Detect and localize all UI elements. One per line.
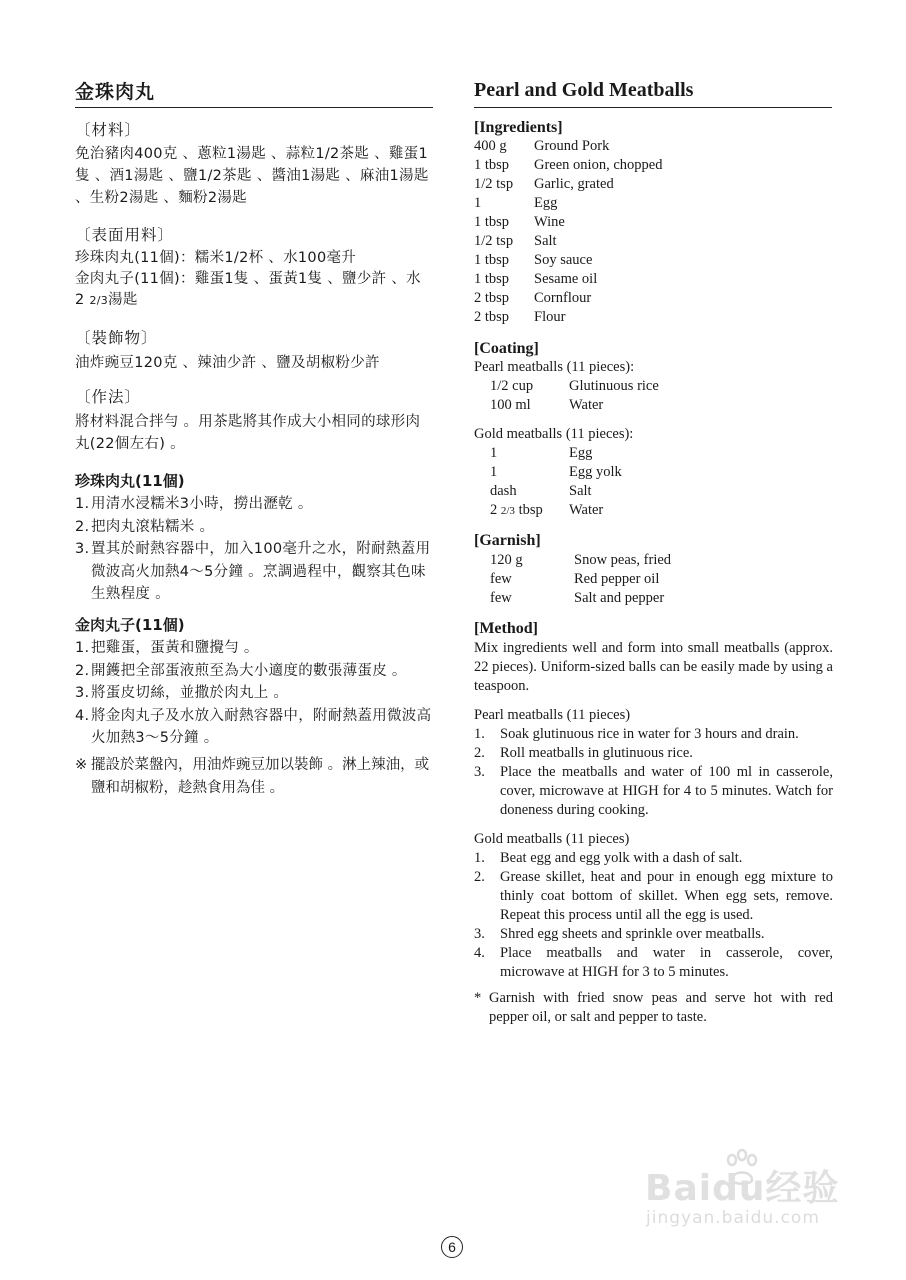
step-text: 把肉丸滾粘糯米 。 [91, 518, 215, 535]
water-qty-unit: tbsp [514, 502, 543, 518]
ingredient-name: Sesame oil [534, 271, 598, 287]
step-number: 4. [474, 945, 485, 961]
step-text: Soak glutinuous rice in water for 3 hours and drain. [500, 726, 799, 742]
coating-item: Salt [569, 483, 592, 499]
garnish-item: Snow peas, fried [574, 552, 672, 568]
water-qty-unit: 湯匙 [108, 292, 138, 308]
coating-qty [490, 501, 569, 521]
note-mark: ※ [75, 757, 88, 773]
recipe-title-en: Pearl and Gold Meatballs [474, 79, 694, 101]
step-number: 1. [474, 850, 485, 866]
step-text: 置其於耐熱容器中，加入100毫升之水，附耐熱蓋用微波高火加熱4～5分鐘 。烹調過程中，觀察其色味生熟程度 。 [91, 541, 431, 602]
coating-line-pearl-zh: 珍珠肉丸(11個)：糯米1/2杯 、水100毫升 [75, 250, 357, 266]
garnish-heading-zh: 〔裝飾物〕 [75, 329, 158, 347]
table-row [474, 194, 662, 213]
step-number: 3. [75, 685, 90, 701]
coating-heading-en: [Coating] [474, 340, 539, 357]
table-row [490, 589, 671, 608]
garnish-qty: few [490, 590, 512, 606]
garnish-heading-en: [Garnish] [474, 532, 541, 549]
garnish-qty: 120 g [490, 552, 523, 568]
water-qty-fraction: 2/3 [500, 505, 515, 517]
pearl-coating-table-en [490, 377, 659, 415]
pearl-heading-zh: 珍珠肉丸(11個) [75, 472, 185, 490]
list-item [75, 493, 435, 516]
title-divider-zh [75, 107, 433, 108]
coating-qty: dash [490, 483, 517, 499]
table-row [474, 232, 662, 251]
step-text: 用清水浸糯米3小時，撈出瀝乾 。 [91, 496, 313, 512]
table-row [490, 396, 659, 415]
table-row [490, 501, 622, 521]
list-item [474, 925, 833, 944]
pearl-coating-label-en: Pearl meatballs (11 pieces): [474, 359, 635, 375]
english-recipe-column [474, 0, 834, 1025]
ingredient-name: Garlic, grated [534, 176, 614, 192]
ingredient-qty: 1/2 tsp [474, 176, 514, 192]
ingredient-name: Flour [534, 309, 566, 325]
method-text-zh: 將材料混合拌勻 。用茶匙將其作成大小相同的球形肉丸(22個左右) 。 [75, 414, 421, 452]
coating-qty: 100 ml [490, 397, 531, 413]
table-row [490, 377, 659, 396]
coating-qty: 1/2 cup [490, 378, 534, 394]
step-number: 4. [75, 707, 90, 724]
pearl-method-label-en: Pearl meatballs (11 pieces) [474, 707, 631, 723]
table-row [474, 289, 662, 308]
list-item [474, 849, 833, 868]
ingredient-qty: 1 tbsp [474, 271, 510, 287]
ingredients-heading-zh: 〔材料〕 [75, 121, 142, 139]
step-number: 2. [75, 662, 90, 679]
coating-item: Egg [569, 445, 593, 461]
table-row [474, 270, 662, 289]
note-text: 擺設於菜盤內，用油炸豌豆加以裝飾 。淋上辣油，或鹽和胡椒粉，趁熱食用為佳 。 [91, 757, 430, 796]
ingredient-qty: 1 tbsp [474, 157, 510, 173]
gold-method-label-en: Gold meatballs (11 pieces) [474, 831, 630, 847]
list-item [474, 763, 833, 820]
ingredients-heading-en: [Ingredients] [474, 119, 563, 136]
garnish-text-zh: 油炸豌豆120克 、辣油少許 、鹽及胡椒粉少許 [75, 355, 380, 371]
step-text: 將蛋皮切絲，並撒於肉丸上 。 [91, 685, 289, 701]
serving-note-zh [75, 754, 435, 799]
baidu-watermark [640, 1148, 860, 1248]
list-item [474, 868, 833, 925]
ingredient-name: Cornflour [534, 290, 592, 306]
step-number: 3. [474, 926, 485, 942]
ingredient-qty: 1/2 tsp [474, 233, 514, 249]
garnish-table-en [490, 551, 671, 608]
gold-coating-label-en: Gold meatballs (11 pieces): [474, 426, 634, 442]
step-text: Place meatballs and water in casserole, cover, microwave at HIGH for 3 to 5 minutes. [500, 945, 833, 980]
gold-coating-table-en [490, 444, 622, 521]
step-number: 2. [474, 869, 485, 885]
table-row [490, 551, 671, 570]
coating-item: Water [569, 502, 604, 518]
pearl-steps-zh [75, 493, 435, 606]
watermark-logo: Baidu经验 [645, 1168, 840, 1209]
step-text: 開鑊把全部蛋液煎至為大小適度的數張薄蛋皮 。 [91, 662, 407, 679]
page-number: 6 [441, 1236, 463, 1258]
chinese-recipe-column [75, 0, 435, 796]
method-heading-zh: 〔作法〕 [75, 388, 142, 406]
list-item [75, 705, 435, 750]
garnish-item: Red pepper oil [574, 571, 660, 587]
table-row [490, 570, 671, 589]
title-divider-en [474, 107, 832, 108]
table-row [474, 137, 662, 156]
table-row [490, 444, 622, 463]
ingredient-qty: 2 tbsp [474, 290, 510, 306]
coating-item: Water [569, 397, 604, 413]
step-text: Shred egg sheets and sprinkle over meatballs. [500, 926, 765, 942]
table-row [474, 156, 662, 175]
step-text: 將金肉丸子及水放入耐熱容器中，附耐熱蓋用微波高火加熱3～5分鐘 。 [91, 707, 432, 746]
step-text: Grease skillet, heat and pour in enough egg mixture to thinly coat bottom of skillet. When egg sets, remove. Repeat this process until all the egg is used. [500, 869, 833, 923]
pearl-steps-en [474, 725, 833, 820]
garnish-item: Salt and pepper [574, 590, 665, 606]
step-text: 把雞蛋，蛋黃和鹽攪勻 。 [91, 640, 259, 656]
table-row [474, 175, 662, 194]
watermark-url: jingyan.baidu.com [646, 1208, 820, 1228]
ingredient-qty: 1 tbsp [474, 214, 510, 230]
list-item [75, 516, 435, 539]
gold-heading-zh: 金肉丸子(11個) [75, 616, 185, 634]
table-row [490, 463, 622, 482]
list-item [75, 538, 435, 606]
ingredient-qty: 1 [474, 195, 482, 211]
table-row [474, 213, 662, 232]
ingredient-name: Green onion, chopped [534, 157, 663, 173]
ingredient-qty: 400 g [474, 138, 507, 154]
step-number: 1. [474, 726, 485, 742]
serving-note-en [474, 989, 833, 1027]
coating-heading-zh: 〔表面用料〕 [75, 226, 175, 244]
note-text: Garnish with fried snow peas and serve hot with red pepper oil, or salt and pepper to taste. [489, 990, 833, 1025]
list-item [474, 725, 833, 744]
list-item [75, 682, 435, 705]
ingredient-qty: 2 tbsp [474, 309, 510, 325]
table-row [474, 308, 662, 327]
ingredient-name: Wine [534, 214, 565, 230]
method-text-en: Mix ingredients well and form into small meatballs (approx. 22 pieces). Uniform-sized balls can be easily made by using a teaspoon. [474, 640, 833, 694]
coating-qty: 1 [490, 464, 498, 480]
step-number: 3. [474, 764, 485, 780]
ingredient-name: Salt [534, 233, 557, 249]
step-number: 2. [75, 518, 90, 535]
step-number: 3. [75, 541, 90, 557]
water-qty-whole: 2 [490, 502, 501, 518]
ingredients-text-zh: 免治豬肉400克 、蔥粒1湯匙 、蒜粒1/2茶匙 、雞蛋1隻 、酒1湯匙 、鹽1/2茶匙 、醬油1湯匙 、麻油1湯匙 、生粉2湯匙 、麵粉2湯匙 [75, 146, 429, 206]
list-item [474, 944, 833, 982]
ingredients-table-en [474, 137, 662, 327]
step-number: 2. [474, 745, 485, 761]
water-qty-whole: 2 [75, 292, 90, 308]
ingredient-name: Ground Pork [534, 138, 610, 154]
table-row [474, 251, 662, 270]
list-item [75, 637, 435, 660]
list-item [474, 744, 833, 763]
coating-item: Glutinuous rice [569, 378, 659, 394]
ingredient-qty: 1 tbsp [474, 252, 510, 268]
step-text: Roll meatballs in glutinuous rice. [500, 745, 693, 761]
coating-item: Egg yolk [569, 464, 622, 480]
garnish-qty: few [490, 571, 512, 587]
step-number: 1. [75, 496, 90, 512]
recipe-title-zh: 金珠肉丸 [75, 81, 156, 103]
note-mark: * [474, 990, 482, 1006]
table-row [490, 482, 622, 501]
water-qty-fraction: 2/3 [89, 294, 109, 307]
ingredient-name: Soy sauce [534, 252, 593, 268]
coating-line-gold-zh: 金肉丸子(11個)：雞蛋1隻 、蛋黃1隻 、鹽少許 、水 [75, 271, 421, 287]
step-text: Place the meatballs and water of 100 ml in casserole, cover, microwave at HIGH for 4 to 5 minutes. Watch for doneness during cooking. [500, 764, 833, 818]
ingredient-name: Egg [534, 195, 558, 211]
step-text: Beat egg and egg yolk with a dash of salt. [500, 850, 743, 866]
method-heading-en: [Method] [474, 620, 538, 637]
gold-steps-en [474, 849, 833, 982]
coating-qty: 1 [490, 445, 498, 461]
gold-steps-zh [75, 637, 435, 750]
step-number: 1. [75, 640, 90, 656]
list-item [75, 660, 435, 683]
coating-line-water-zh [75, 289, 138, 312]
